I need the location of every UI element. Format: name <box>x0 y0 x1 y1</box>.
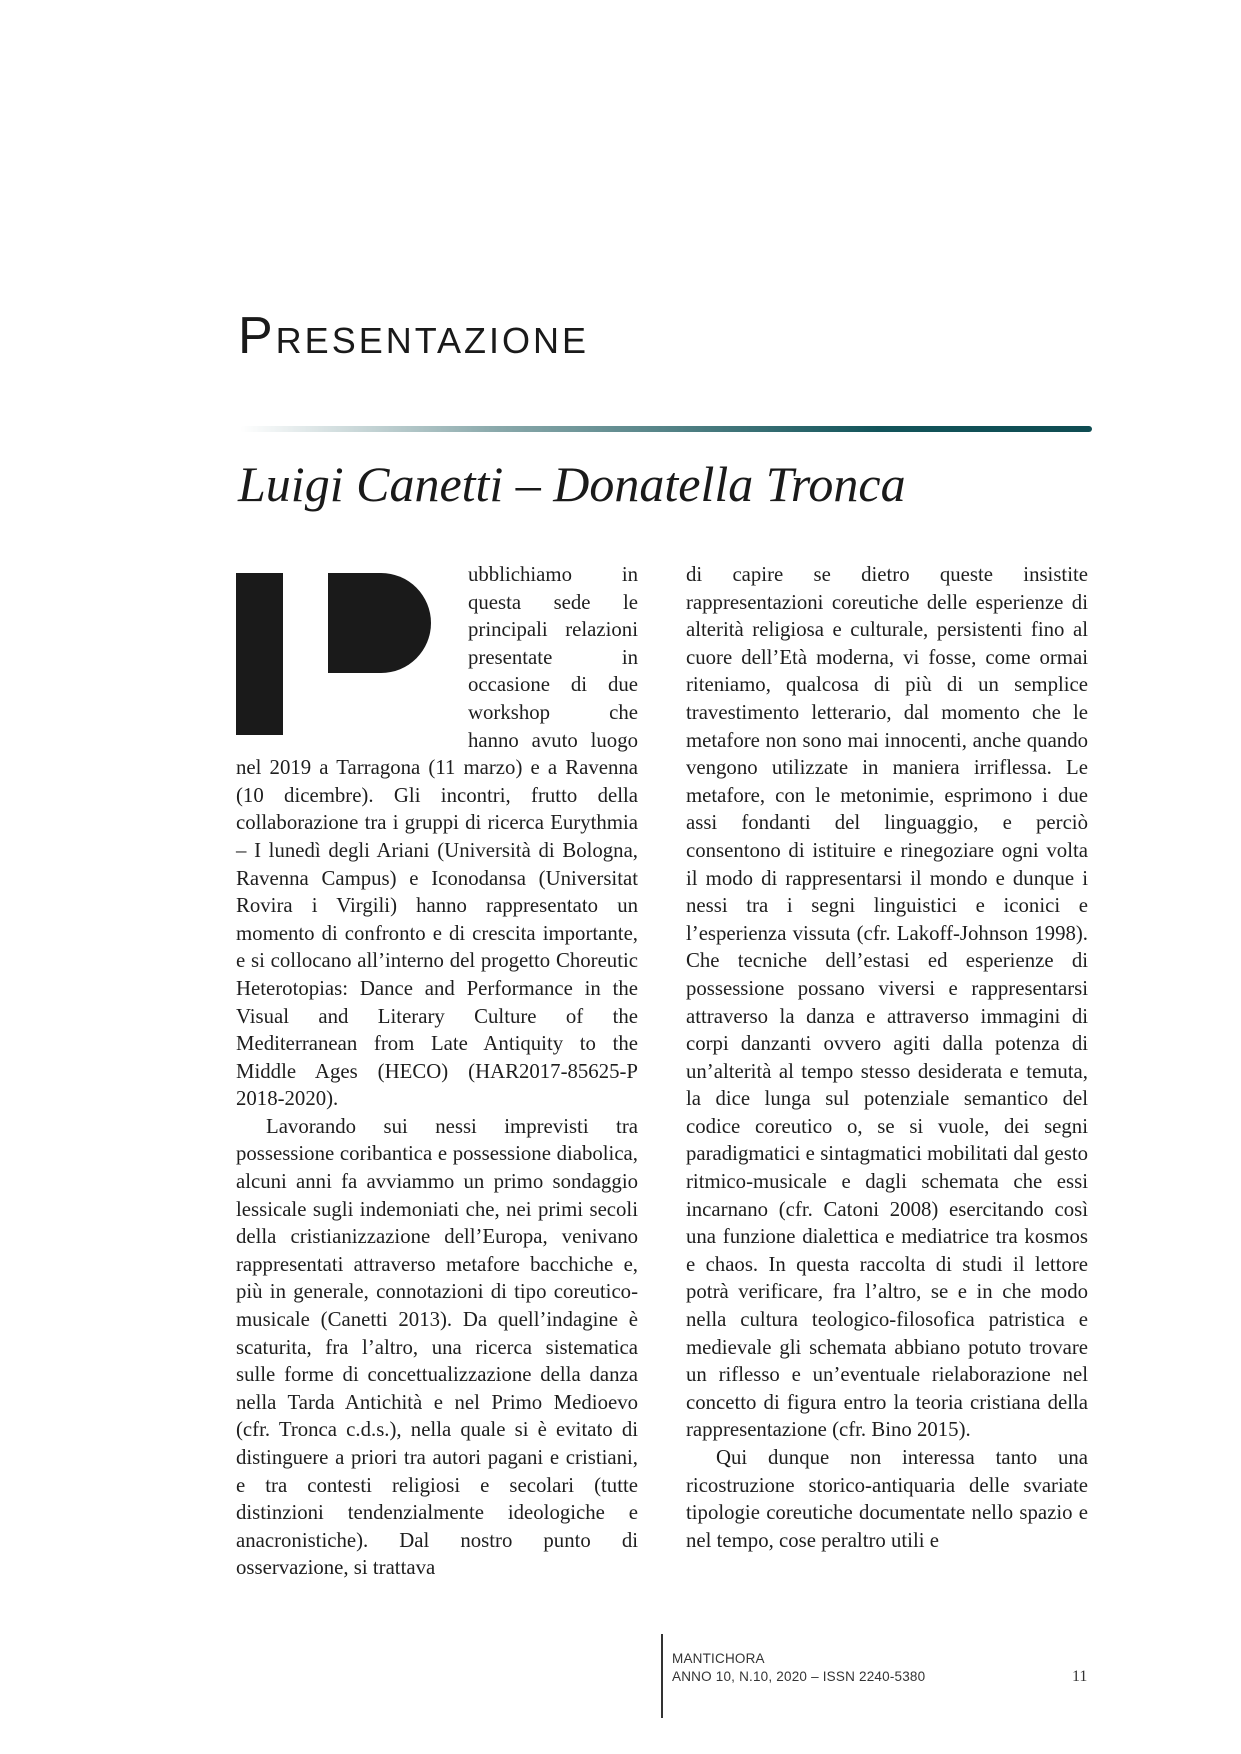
paragraph-2: Lavorando sui nessi imprevisti tra possessione coribantica e possessione diabolica, alcuni anni fa avviammo un primo sondaggio lessicale sugli indemoniati che, nei primi secoli della cristianizzazione dell’Europa, venivano rappresentati attraverso metafore bacchiche e, più in generale, connotazioni di tipo coreutico-musicale (Canetti 2013). Da quell’indagine è scaturita, fra l’altro, una ricerca sistematica sulle forme di concettualizzazione della danza nella Tarda Antichità e nel Primo Medioevo (cfr. Tronca c.d.s.), nella quale si è evitato di distinguere a priori tra autori pagani e cristiani, e tra contesti religiosi e secolari (tutte distinzioni tendenzialmente ideologiche e anacronistiche). Dal nostro punto di osservazione, si trattava <box>236 1114 638 1580</box>
journal-name: MANTICHORA <box>672 1651 765 1666</box>
drop-cap <box>236 573 466 745</box>
issue-info: ANNO 10, N.10, 2020 – ISSN 2240-5380 <box>672 1669 926 1684</box>
paragraph-4: Qui dunque non interessa tanto una ricostruzione storico-antiquaria delle svariate tipologie coreutiche documentate nello spazio e nel tempo, cose peraltro utili e <box>686 1446 1088 1552</box>
title-divider <box>240 426 1092 432</box>
paragraph-1: ubblichiamo in questa sede le principali relazioni presentate in occasione di due workshop che hanno avuto luogo nel 2019 a Tarragona (11 marzo) e a Ravenna (10 dicembre). Gli incontri, frutto della collaborazione tra i gruppi di ricerca Eurythmia – I lunedì degli Ariani (Università di Bologna, Ravenna Campus) e Iconodansa (Universitat Rovira i Virgili) hanno rappresentato un momento di confronto e di crescita importante, e si collocano all’interno del progetto Choreutic Heterotopias: Dance and Performance in the Visual and Literary Culture of the Mediterranean from Late Antiquity to the Middle Ages (HECO) (HAR2017-85625-P 2018-2020). <box>236 563 638 1111</box>
right-column <box>686 561 1088 1554</box>
page-number: 11 <box>1072 1668 1088 1685</box>
paragraph-3: di capire se dietro queste insistite rappresentazioni coreutiche delle esperienze di alterità religiosa e culturale, persistenti fino al cuore dell’Età moderna, vi fosse, come ormai riteniamo, qualcosa di più di un semplice travestimento letterario, dal momento che le metafore non sono mai innocenti, anche quando vengono utilizzate in maniera irriflessa. Le metafore, con le metonimie, esprimono i due assi fondanti del linguaggio, e perciò consentono di istituire e rinegoziare ogni volta il modo di rappresentarsi il mondo e dunque i nessi tra i segni linguistici e iconici e l’esperienza vissuta (cfr. Lakoff-Johnson 1998). Che tecniche dell’estasi ed esperienze di possessione possano viversi e rappresentarsi attraverso la danza e attraverso immagini di corpi danzanti ovvero agiti dalla potenza di un’alterità al tempo stesso desiderata e temuta, la dice lunga sul potenziale semantico del codice coreutico o, se si vuole, dei segni paradigmatici e sintagmatici mobilitati dal gesto ritmico-musicale e dagli schemata che essi incarnano (cfr. Catoni 2008) esercitando così una funzione dialettica e mediatrice tra kosmos e chaos. In questa raccolta di studi il lettore potrà verificare, fra l’altro, se e in che modo nella cultura teologico-filosofica patristica e medievale gli schemata abbiano potuto trovare un riflesso e un’eventuale rielaborazione nel concetto di figura entro la teoria cristiana della rappresentazione (cfr. Bino 2015). <box>686 563 1088 1442</box>
authors: Luigi Canetti – Donatella Tronca <box>238 456 906 512</box>
page-title: Presentazione <box>238 307 590 365</box>
left-column <box>236 561 638 1582</box>
footer <box>672 1650 925 1686</box>
footer-divider <box>661 1634 663 1718</box>
